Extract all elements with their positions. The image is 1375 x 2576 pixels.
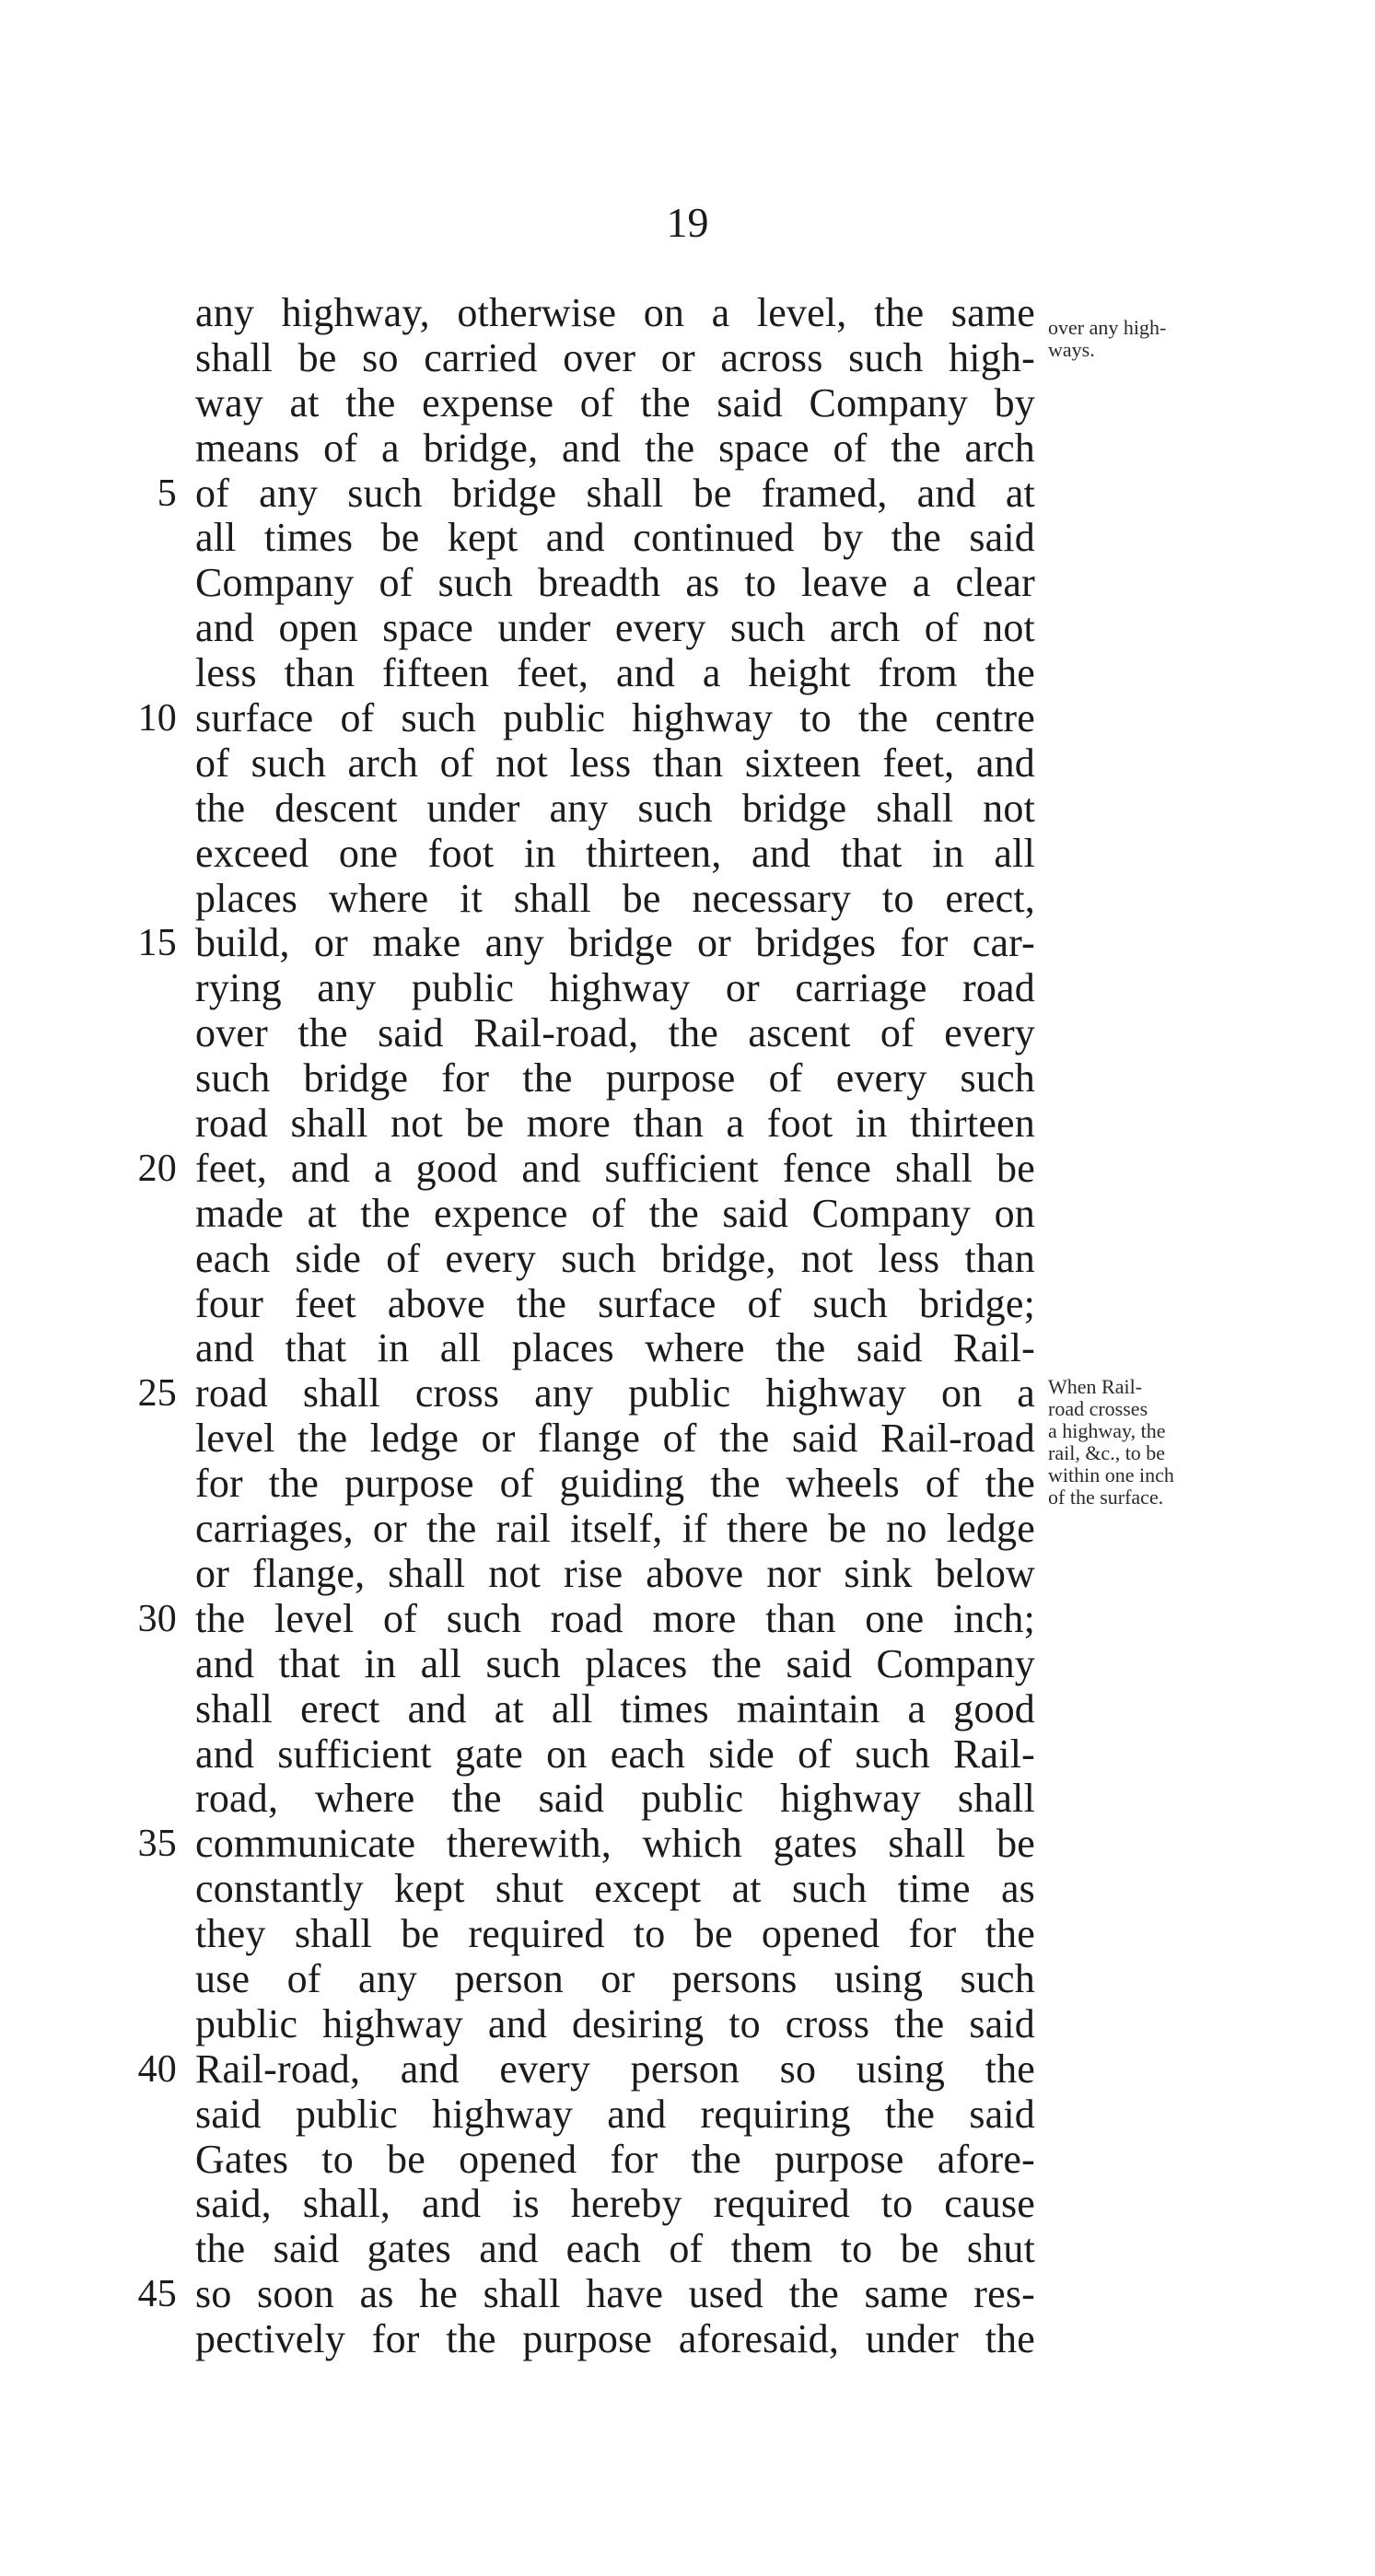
- text-line: [195, 1462, 1035, 1507]
- text-line: [195, 516, 1035, 561]
- body-text: [137, 290, 1035, 2362]
- line-number: 25: [137, 1372, 177, 1416]
- text-line: [157, 470, 1035, 517]
- line-number: 5: [157, 472, 177, 515]
- text-line: [195, 651, 1035, 696]
- line-text: means of a bridge, and the space of the arch: [195, 425, 1035, 471]
- text-line: [195, 561, 1035, 606]
- line-text: Company of such breadth as to leave a clear: [195, 560, 1035, 606]
- text-line: [137, 1595, 1035, 1642]
- line-text: road shall not be more than a foot in thirteen: [195, 1101, 1035, 1147]
- line-text: the level of such road more than one inch;: [195, 1595, 1035, 1641]
- text-line: [195, 1642, 1035, 1687]
- line-text: and that in all places where the said Rail-: [195, 1325, 1035, 1371]
- line-text: shall erect and at all times maintain a good: [195, 1685, 1035, 1731]
- line-text: over the said Rail-road, the ascent of every: [195, 1010, 1035, 1056]
- text-line: [195, 1056, 1035, 1102]
- line-text: the said gates and each of them to be shut: [195, 2226, 1035, 2272]
- margin-note-highways: [1048, 317, 1251, 361]
- line-text: Gates to be opened for the purpose afore-: [195, 2136, 1035, 2182]
- text-line: [195, 877, 1035, 922]
- line-text: shall be so carried over or across such high-: [195, 334, 1035, 380]
- line-text: surface of such public highway to the centre: [195, 695, 1035, 741]
- text-line: [195, 291, 1035, 336]
- margin-note-line: of the surface.: [1048, 1486, 1164, 1509]
- line-text: made at the expence of the said Company on: [195, 1190, 1035, 1236]
- line-number: 20: [137, 1147, 177, 1190]
- text-line: [195, 606, 1035, 651]
- text-line: [137, 695, 1035, 741]
- margin-note-line: over any high-: [1048, 316, 1167, 339]
- text-line: [137, 1145, 1035, 1192]
- text-line: [195, 1507, 1035, 1552]
- line-text: level the ledge or flange of the said Rail-road: [195, 1416, 1035, 1462]
- text-line: [195, 1687, 1035, 1732]
- text-line: [137, 1821, 1035, 1867]
- text-line: [195, 2182, 1035, 2227]
- text-line: [137, 2271, 1035, 2317]
- text-line: [195, 336, 1035, 381]
- line-text: and that in all such places the said Company: [195, 1640, 1035, 1686]
- text-line: [195, 1552, 1035, 1597]
- line-text: said, shall, and is hereby required to cause: [195, 2181, 1035, 2227]
- line-text: said public highway and requiring the said: [195, 2091, 1035, 2137]
- line-text: way at the expense of the said Company by: [195, 379, 1035, 425]
- text-line: [195, 2317, 1035, 2362]
- line-text: of any such bridge shall be framed, and at: [195, 470, 1035, 516]
- line-text: road shall cross any public highway on a: [195, 1370, 1035, 1416]
- line-text: all times be kept and continued by the said: [195, 515, 1035, 561]
- line-text: places where it shall be necessary to erect,: [195, 875, 1035, 921]
- line-number: 15: [137, 922, 177, 965]
- text-line: [195, 966, 1035, 1011]
- text-line: [195, 741, 1035, 787]
- line-number: 45: [137, 2273, 177, 2316]
- text-line: [195, 426, 1035, 472]
- line-text: of such arch of not less than sixteen feet, and: [195, 740, 1035, 786]
- text-line: [195, 1416, 1035, 1462]
- text-line: [195, 2227, 1035, 2272]
- line-text: they shall be required to be opened for the: [195, 1911, 1035, 1957]
- line-text: and sufficient gate on each side of such Rail-: [195, 1731, 1035, 1777]
- line-text: Rail-road, and every person so using the: [195, 2046, 1035, 2092]
- text-line: [195, 832, 1035, 877]
- margin-note-line: ways.: [1048, 338, 1095, 361]
- text-line: [195, 1011, 1035, 1056]
- margin-note-line: road crosses: [1048, 1397, 1148, 1420]
- margin-note-line: within one inch: [1048, 1463, 1174, 1486]
- line-text: four feet above the surface of such bridge;: [195, 1280, 1035, 1326]
- line-text: such bridge for the purpose of every such: [195, 1055, 1035, 1102]
- line-text: feet, and a good and sufficient fence shall be: [195, 1145, 1035, 1191]
- text-line: [195, 2092, 1035, 2138]
- margin-note-line: a highway, the: [1048, 1419, 1166, 1442]
- text-line: [195, 1326, 1035, 1371]
- text-line: [195, 381, 1035, 426]
- line-text: so soon as he shall have used the same res-: [195, 2271, 1035, 2317]
- line-text: any highway, otherwise on a level, the same: [195, 290, 1035, 335]
- line-text: carriages, or the rail itself, if there be no ledge: [195, 1506, 1035, 1552]
- text-line: [195, 1732, 1035, 1778]
- line-text: constantly kept shut except at such time as: [195, 1866, 1035, 1912]
- text-line: [195, 2002, 1035, 2047]
- text-line: [195, 1237, 1035, 1282]
- line-text: exceed one foot in thirteen, and that in all: [195, 830, 1035, 876]
- line-text: for the purpose of guiding the wheels of the: [195, 1461, 1035, 1507]
- line-text: communicate therewith, which gates shall be: [195, 1821, 1035, 1867]
- line-text: pectively for the purpose aforesaid, under the: [195, 2316, 1035, 2362]
- line-text: build, or make any bridge or bridges for car-: [195, 920, 1035, 966]
- text-line: [195, 1867, 1035, 1912]
- line-text: public highway and desiring to cross the said: [195, 2000, 1035, 2046]
- line-text: or flange, shall not rise above nor sink below: [195, 1550, 1035, 1596]
- line-text: rying any public highway or carriage road: [195, 965, 1035, 1011]
- line-text: road, where the said public highway shall: [195, 1776, 1035, 1822]
- text-line: [195, 787, 1035, 832]
- line-text: use of any person or persons using such: [195, 1955, 1035, 2001]
- text-line: [195, 1102, 1035, 1147]
- line-number: 10: [137, 697, 177, 740]
- text-line: [137, 920, 1035, 966]
- page-number: 19: [666, 199, 709, 246]
- margin-note-line: rail, &c., to be: [1048, 1441, 1166, 1464]
- text-line: [195, 1957, 1035, 2002]
- text-line: [195, 1192, 1035, 1237]
- text-line: [195, 2138, 1035, 2183]
- margin-note-rail-crossing: [1048, 1376, 1251, 1509]
- line-text: and open space under every such arch of not: [195, 605, 1035, 651]
- line-text: less than fifteen feet, and a height from the: [195, 650, 1035, 696]
- text-line: [137, 1370, 1035, 1416]
- line-text: each side of every such bridge, not less than: [195, 1235, 1035, 1281]
- text-line: [195, 1777, 1035, 1822]
- text-line: [137, 2046, 1035, 2092]
- text-line: [195, 1912, 1035, 1957]
- line-number: 35: [137, 1823, 177, 1866]
- line-number: 40: [137, 2047, 177, 2091]
- text-line: [195, 1282, 1035, 1327]
- margin-note-line: When Rail-: [1048, 1375, 1143, 1398]
- line-text: the descent under any such bridge shall not: [195, 785, 1035, 831]
- line-number: 30: [137, 1597, 177, 1640]
